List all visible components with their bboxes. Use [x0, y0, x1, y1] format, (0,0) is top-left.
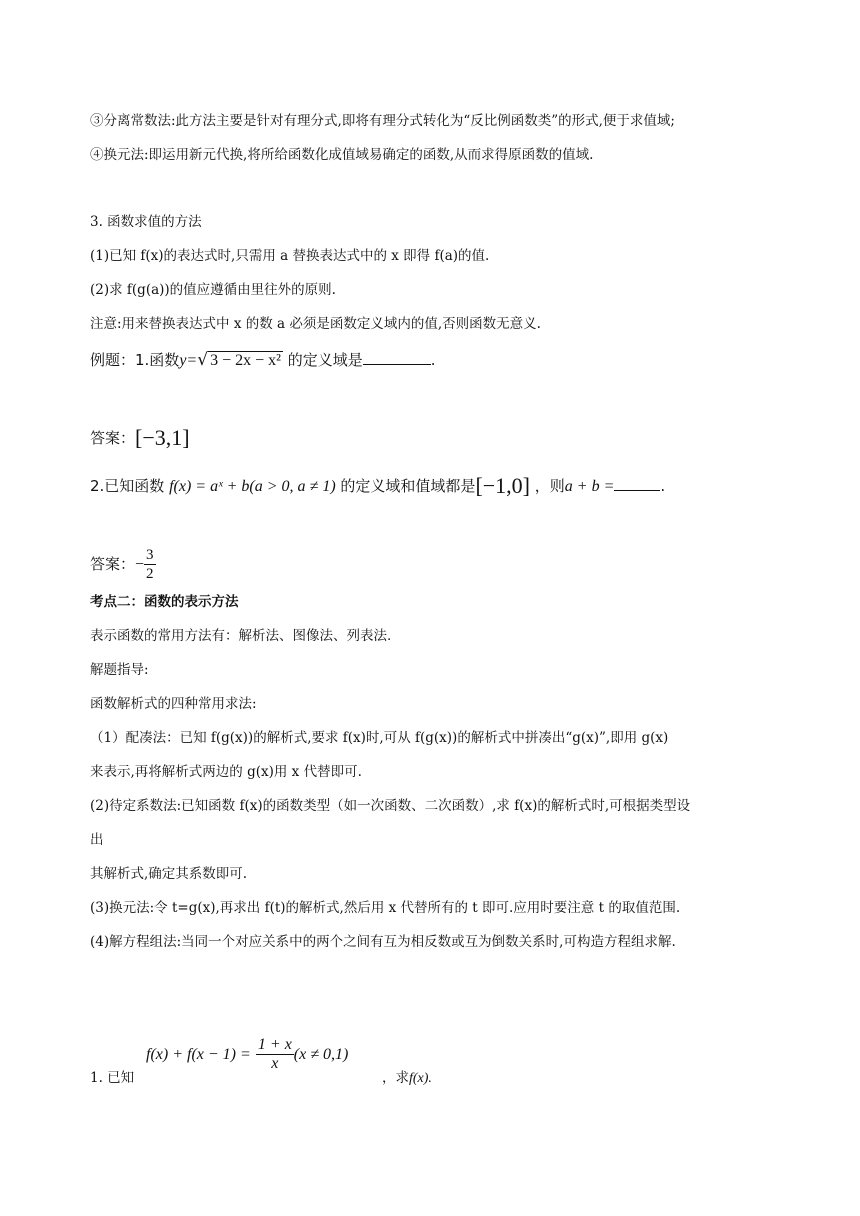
guide-label: 解题指导: [90, 662, 149, 678]
problem-1-denominator: x [271, 1055, 279, 1072]
four-methods-title: 函数解析式的四种常用求法: [90, 696, 257, 712]
section-3-point-2: (2)求 f(g(a))的值应遵循由里往外的原则. [90, 282, 336, 298]
example-2-interval: [−1,0] [475, 473, 530, 498]
answer-fraction [144, 546, 156, 583]
problem-1-equation [146, 1034, 348, 1075]
method-2-line-3: 其解析式,确定其系数即可. [90, 866, 248, 882]
problem-1-lhs: f(x) + f(x − 1) = [146, 1046, 251, 1063]
example-1-radicand: 3 − 2x − x² [210, 352, 281, 369]
example-2-middle2: ，则 [534, 477, 565, 495]
problem-1-prefix: 1. 已知 [90, 1070, 135, 1086]
method-3-line: (3)换元法:令 t=g(x),再求出 f(t)的解析式,然后用 x 代替所有的 t 即可.应用时要注意 t 的取值范围. [90, 900, 681, 916]
answer-label: 答案： [90, 555, 136, 573]
example-1-lhs: y= [179, 352, 198, 369]
example-2-answer [90, 544, 156, 585]
example-1-answer [90, 425, 190, 450]
fraction-denominator: 2 [146, 566, 154, 582]
example-1: 例题：1.函数y=√ 3 − 2x − x² 的定义域是 . [90, 350, 436, 370]
method-4-line: (4)解方程组法:当同一个对应关系中的两个之间有互为相反数或互为倒数关系时,可构造方程组求解. [90, 934, 676, 950]
method-1-line-2: 来表示,再将解析式两边的 g(x)用 x 代替即可. [90, 764, 362, 780]
problem-1-target: f(x). [409, 1071, 432, 1086]
problem-1-ask: ，求 [382, 1070, 409, 1086]
answer-label: 答案： [90, 429, 136, 447]
example-2-expr: a + b = [564, 478, 615, 495]
kaodian-2-title: 考点二：函数的表示方法 [90, 594, 239, 610]
example-1-prefix: 例题：1.函数 [90, 351, 180, 369]
section-3-note: 注意:用来替换表达式中 x 的数 a 必须是函数定义域内的值,否则函数无意义. [90, 316, 541, 332]
example-2-middle: 的定义域和值域都是 [340, 477, 476, 495]
problem-1-fraction [256, 1036, 294, 1073]
method-2-line-2: 出 [90, 832, 104, 848]
sqrt-symbol: √ 3 − 2x − x² [197, 350, 281, 370]
section-3-point-1: (1)已知 f(x)的表达式时,只需用 a 替换表达式中的 x 即得 f(a)的值. [90, 248, 490, 264]
method-1-line-1: （1）配凑法：已知 f(g(x))的解析式,要求 f(x)时,可从 f(g(x))的解析式中拼凑出“g(x)”,即用 g(x) [90, 730, 669, 746]
method-3-text: ③分离常数法:此方法主要是针对有理分式,即将有理分式转化为“反比例函数类”的形式,便于求值域; [90, 113, 675, 129]
example-2-function: f(x) = aˣ + b(a > 0, a ≠ 1) [169, 478, 336, 495]
method-4-text: ④换元法:即运用新元代换,将所给函数化成值域易确定的函数,从而求得原函数的值域. [90, 147, 594, 163]
section-3-title: 3. 函数求值的方法 [90, 214, 202, 230]
kaodian-2-intro: 表示函数的常用方法有：解析法、图像法、列表法. [90, 628, 392, 644]
answer-blank [363, 350, 431, 365]
example-1-suffix: 的定义域是 [287, 351, 363, 369]
problem-1-suffix [382, 1068, 432, 1089]
fraction-numerator: 3 [146, 547, 154, 563]
example-2-prefix: 2.已知函数 [90, 477, 165, 495]
example-1-answer-value: [−3,1] [135, 425, 190, 450]
problem-1-condition: (x ≠ 0,1) [293, 1046, 349, 1063]
method-2-line-1: (2)待定系数法:已知函数 f(x)的函数类型（如一次函数、二次函数）,求 f(x)的解析式时,可根据类型设 [90, 798, 691, 814]
answer-blank [614, 476, 660, 491]
answer-sign: − [135, 556, 145, 573]
example-2: 2.已知函数 f(x) = aˣ + b(a > 0, a ≠ 1) 的定义域和值域都是[−1,0] ，则a + b = . [90, 473, 666, 498]
problem-1-numerator: 1 + x [257, 1036, 292, 1053]
